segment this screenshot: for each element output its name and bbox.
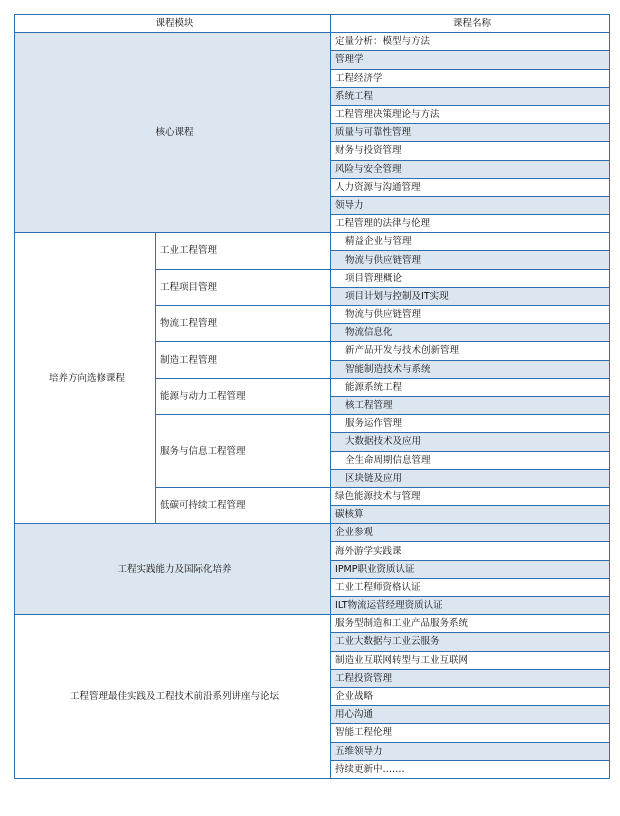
course-name: 新产品开发与技术创新管理 <box>331 342 610 360</box>
core-module-label: 核心课程 <box>15 33 331 233</box>
course-name: 领导力 <box>331 196 610 214</box>
table-row <box>15 233 610 251</box>
course-name: 系统工程 <box>331 87 610 105</box>
course-name: 精益企业与管理 <box>331 233 610 251</box>
course-name: 五维领导力 <box>331 742 610 760</box>
course-name: 企业参观 <box>331 524 610 542</box>
direction-name: 物流工程管理 <box>156 306 331 342</box>
course-name: 管理学 <box>331 51 610 69</box>
course-name: 工业工程师资格认证 <box>331 578 610 596</box>
course-name: 项目管理概论 <box>331 269 610 287</box>
table-row <box>15 33 610 51</box>
curriculum-table <box>14 14 610 779</box>
course-name: 财务与投资管理 <box>331 142 610 160</box>
forum-module-label: 工程管理最佳实践及工程技术前沿系列讲座与论坛 <box>15 615 331 779</box>
table-row <box>15 524 610 542</box>
course-name: 大数据技术及应用 <box>331 433 610 451</box>
course-name: 用心沟通 <box>331 706 610 724</box>
direction-name: 能源与动力工程管理 <box>156 378 331 414</box>
course-name: 海外游学实践课 <box>331 542 610 560</box>
direction-name: 工程项目管理 <box>156 269 331 305</box>
course-name: 项目计划与控制及IT实现 <box>331 287 610 305</box>
course-name: 物流信息化 <box>331 324 610 342</box>
table-row <box>15 615 610 633</box>
course-name: 工业大数据与工业云服务 <box>331 633 610 651</box>
course-name: 工程管理的法律与伦理 <box>331 215 610 233</box>
direction-name: 低碳可持续工程管理 <box>156 487 331 523</box>
course-name: 持续更新中……. <box>331 760 610 778</box>
course-name: 服务型制造和工业产品服务系统 <box>331 615 610 633</box>
course-name: 人力资源与沟通管理 <box>331 178 610 196</box>
elective-module-label: 培养方向选修课程 <box>15 233 156 524</box>
course-name: 物流与供应链管理 <box>331 306 610 324</box>
course-name: 核工程管理 <box>331 396 610 414</box>
curriculum-body <box>15 15 610 779</box>
course-name: 制造业互联网转型与工业互联网 <box>331 651 610 669</box>
direction-name: 工业工程管理 <box>156 233 331 269</box>
course-name: 碳核算 <box>331 506 610 524</box>
direction-name: 服务与信息工程管理 <box>156 415 331 488</box>
course-name: 定量分析：模型与方法 <box>331 33 610 51</box>
course-name: 智能工程伦理 <box>331 724 610 742</box>
course-name: 工程管理决策理论与方法 <box>331 105 610 123</box>
course-name: 区块链及应用 <box>331 469 610 487</box>
course-name: 质量与可靠性管理 <box>331 124 610 142</box>
practice-module-label: 工程实践能力及国际化培养 <box>15 524 331 615</box>
course-name: 全生命周期信息管理 <box>331 451 610 469</box>
course-name: 绿色能源技术与管理 <box>331 487 610 505</box>
course-name: 风险与安全管理 <box>331 160 610 178</box>
course-name: 企业战略 <box>331 687 610 705</box>
course-name: 工程投资管理 <box>331 669 610 687</box>
module-header: 课程模块 <box>15 15 331 33</box>
course-name: 能源系统工程 <box>331 378 610 396</box>
course-header: 课程名称 <box>331 15 610 33</box>
course-name: IPMP职业资质认证 <box>331 560 610 578</box>
direction-name: 制造工程管理 <box>156 342 331 378</box>
course-name: 工程经济学 <box>331 69 610 87</box>
course-name: 服务运作管理 <box>331 415 610 433</box>
course-name: ILT物流运营经理资质认证 <box>331 597 610 615</box>
course-name: 物流与供应链管理 <box>331 251 610 269</box>
header-row <box>15 15 610 33</box>
course-name: 智能制造技术与系统 <box>331 360 610 378</box>
